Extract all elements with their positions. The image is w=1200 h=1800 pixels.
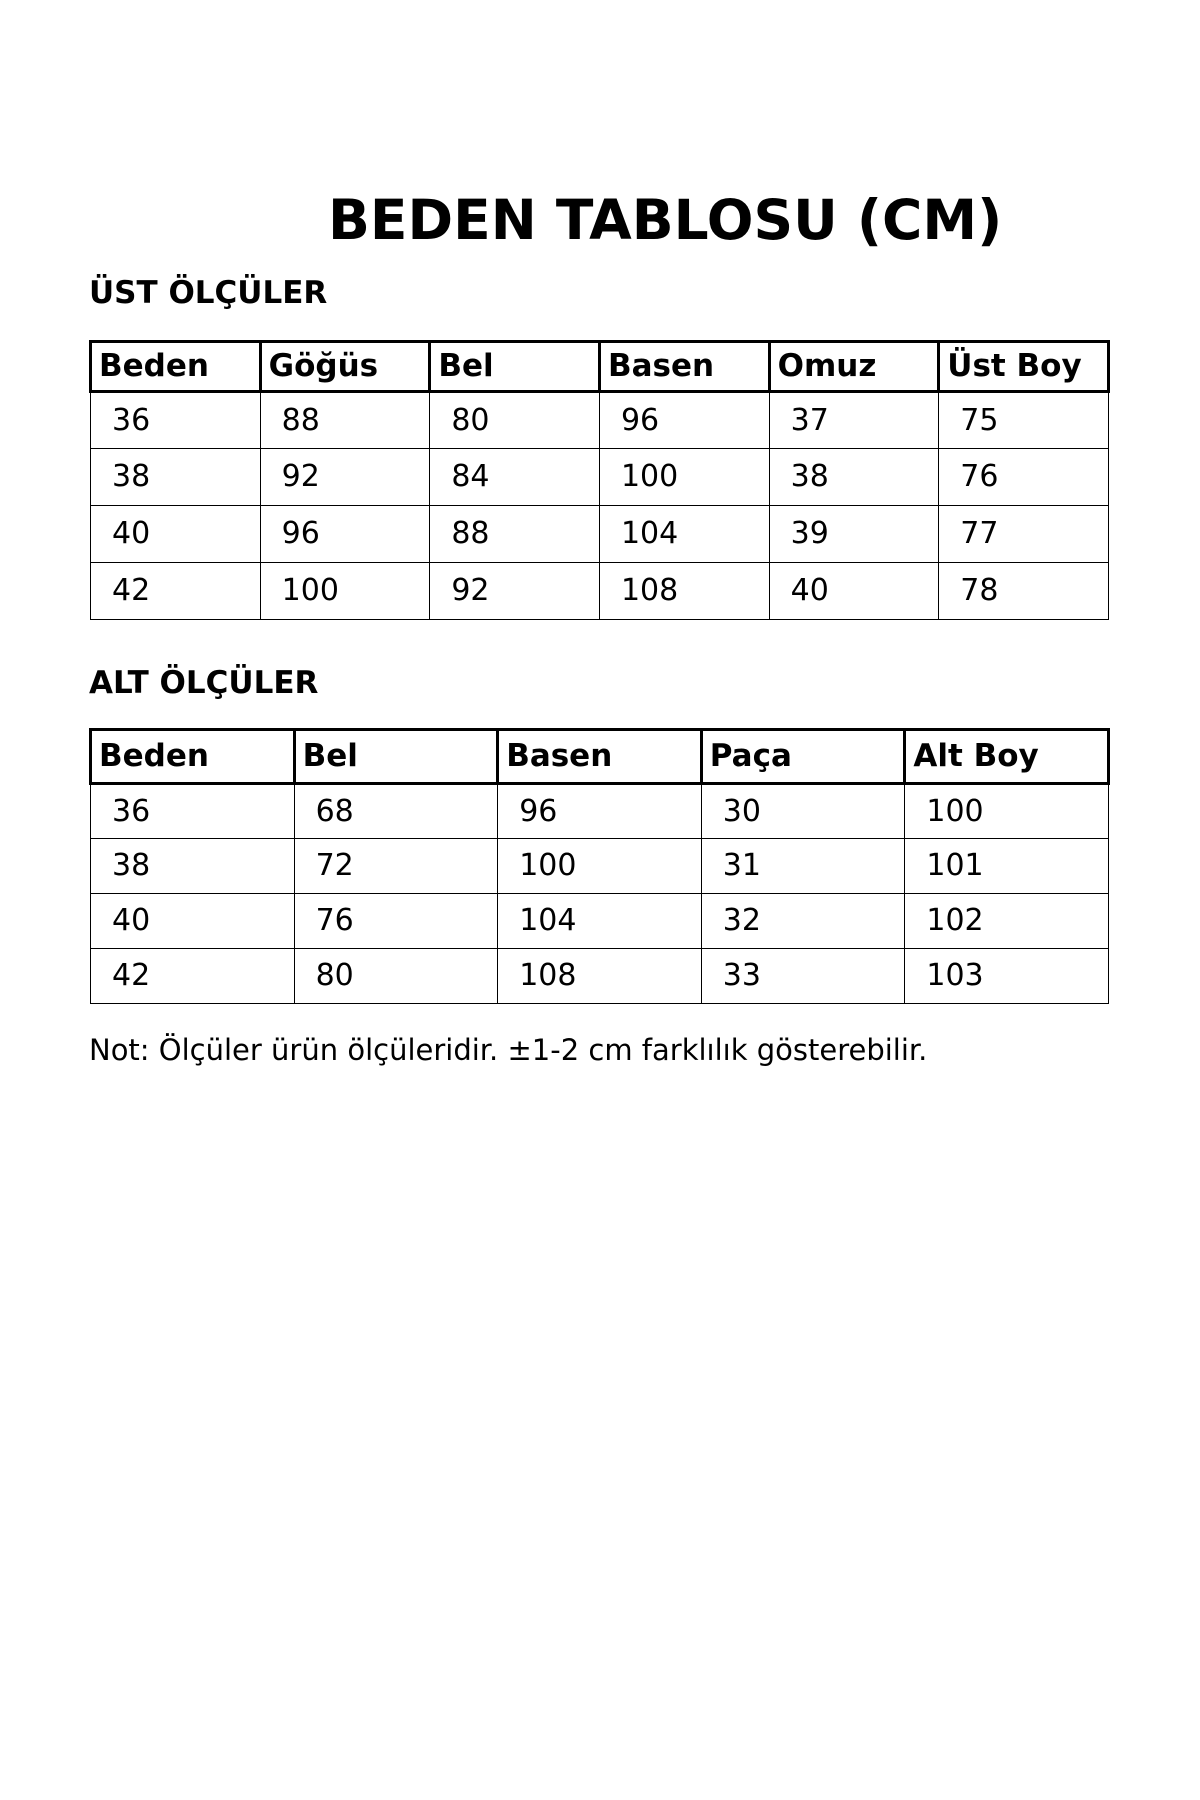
table-cell: 92 xyxy=(260,449,430,506)
table-cell: 76 xyxy=(939,449,1109,506)
table-cell: 77 xyxy=(939,506,1109,563)
table-cell: 96 xyxy=(599,392,769,449)
column-header: Basen xyxy=(498,730,702,784)
table-row xyxy=(91,563,1109,620)
table-cell: 92 xyxy=(430,563,600,620)
ust-olculer-table xyxy=(89,340,1110,620)
table-cell: 38 xyxy=(769,449,939,506)
table-row xyxy=(91,449,1109,506)
table-cell: 40 xyxy=(91,506,261,563)
table-cell: 88 xyxy=(260,392,430,449)
table-cell: 75 xyxy=(939,392,1109,449)
table-cell: 40 xyxy=(91,894,295,949)
column-header: Beden xyxy=(91,730,295,784)
table-cell: 33 xyxy=(701,949,905,1004)
column-header: Bel xyxy=(294,730,498,784)
table-cell: 78 xyxy=(939,563,1109,620)
table-cell: 103 xyxy=(905,949,1109,1004)
column-header: Üst Boy xyxy=(939,342,1109,392)
table-cell: 96 xyxy=(498,784,702,839)
section-heading-alt-olculer: ALT ÖLÇÜLER xyxy=(89,665,319,701)
column-header: Paça xyxy=(701,730,905,784)
table-cell: 101 xyxy=(905,839,1109,894)
table-cell: 76 xyxy=(294,894,498,949)
column-header: Alt Boy xyxy=(905,730,1109,784)
table-cell: 38 xyxy=(91,839,295,894)
table-cell: 36 xyxy=(91,784,295,839)
column-header: Basen xyxy=(599,342,769,392)
table-cell: 39 xyxy=(769,506,939,563)
table-cell: 100 xyxy=(599,449,769,506)
table-header-row xyxy=(91,342,1109,392)
alt-olculer-table xyxy=(89,728,1110,1004)
table-header-row xyxy=(91,730,1109,784)
table-cell: 30 xyxy=(701,784,905,839)
table-cell: 40 xyxy=(769,563,939,620)
table-row xyxy=(91,784,1109,839)
table-cell: 68 xyxy=(294,784,498,839)
table-cell: 38 xyxy=(91,449,261,506)
table-row xyxy=(91,392,1109,449)
table-cell: 32 xyxy=(701,894,905,949)
table-cell: 100 xyxy=(905,784,1109,839)
table-row xyxy=(91,506,1109,563)
table-cell: 84 xyxy=(430,449,600,506)
table-row xyxy=(91,894,1109,949)
table-cell: 42 xyxy=(91,949,295,1004)
table-cell: 104 xyxy=(599,506,769,563)
table-row xyxy=(91,839,1109,894)
table-cell: 108 xyxy=(498,949,702,1004)
table-cell: 100 xyxy=(498,839,702,894)
table-cell: 80 xyxy=(430,392,600,449)
table-cell: 31 xyxy=(701,839,905,894)
column-header: Göğüs xyxy=(260,342,430,392)
table-cell: 72 xyxy=(294,839,498,894)
table-cell: 36 xyxy=(91,392,261,449)
table-cell: 100 xyxy=(260,563,430,620)
table-cell: 104 xyxy=(498,894,702,949)
table-cell: 42 xyxy=(91,563,261,620)
table-cell: 37 xyxy=(769,392,939,449)
page-title: BEDEN TABLOSU (CM) xyxy=(328,188,1003,252)
table-cell: 102 xyxy=(905,894,1109,949)
table-cell: 96 xyxy=(260,506,430,563)
table-cell: 88 xyxy=(430,506,600,563)
column-header: Omuz xyxy=(769,342,939,392)
table-cell: 80 xyxy=(294,949,498,1004)
section-heading-ust-olculer: ÜST ÖLÇÜLER xyxy=(89,275,328,311)
note-text: Not: Ölçüler ürün ölçüleridir. ±1-2 cm farklılık gösterebilir. xyxy=(89,1033,928,1067)
table-row xyxy=(91,949,1109,1004)
table-cell: 108 xyxy=(599,563,769,620)
column-header: Bel xyxy=(430,342,600,392)
column-header: Beden xyxy=(91,342,261,392)
